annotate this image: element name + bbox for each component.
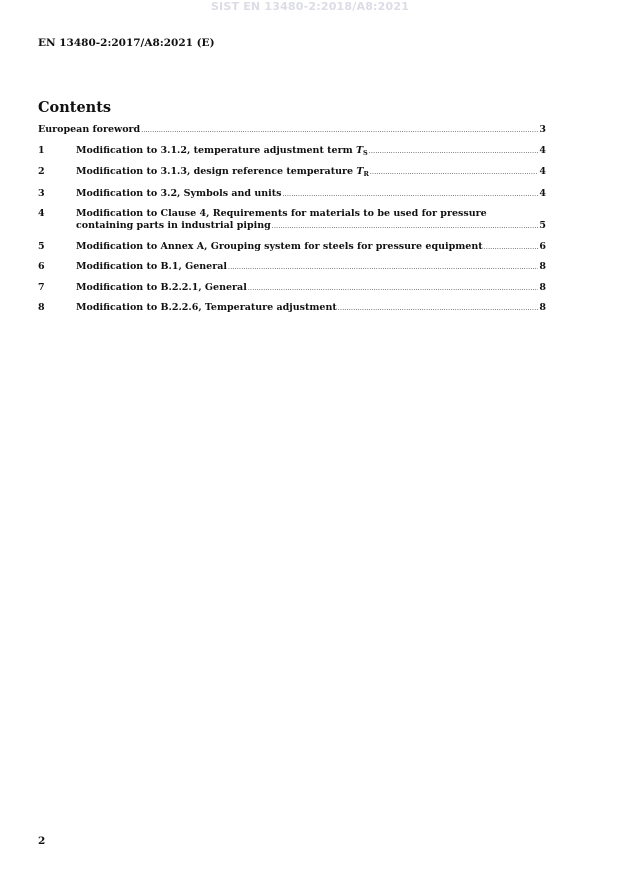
toc-entry-text: Modification to Annex A, Grouping system for steels for pressure equipment [76, 240, 483, 252]
toc-entry-7[interactable] [38, 282, 546, 295]
toc-entry-number: 8 [38, 302, 45, 313]
toc-entry-text: Modification to 3.1.2, temperature adjustment term $T_S$ [76, 144, 368, 157]
dot-leader [272, 221, 539, 233]
toc-entry-2[interactable] [38, 166, 546, 180]
toc-entry-number: 1 [38, 144, 45, 156]
toc-page-number: 8 [539, 261, 546, 272]
toc-entry-3[interactable] [38, 188, 546, 201]
toc-page-number: 4 [539, 187, 546, 199]
toc-entry-foreword[interactable] [38, 124, 546, 137]
toc-entry-4[interactable] [38, 208, 546, 233]
toc-page-number: 4 [539, 144, 546, 156]
toc-page-number: 6 [539, 240, 546, 252]
toc-entry-5[interactable] [38, 241, 546, 254]
toc-entry-8[interactable] [38, 302, 546, 315]
toc-page-number: 4 [539, 166, 546, 177]
toc-entry-number: 4 [38, 208, 45, 219]
toc-entry-text: Modification to B.2.2.1, General [76, 281, 247, 293]
toc-entry-text: European foreword [38, 124, 141, 135]
watermark: SIST EN 13480-2:2018/A8:2021 [210, 0, 410, 13]
dot-leader [338, 303, 539, 315]
document-identifier: EN 13480-2:2017/A8:2021 (E) [38, 37, 215, 49]
toc-page-number: 8 [539, 281, 546, 293]
dot-leader [248, 283, 539, 295]
toc-entry-text: containing parts in industrial piping [76, 220, 271, 231]
page-number: 2 [38, 835, 46, 847]
symbol-t-r: $T_R$ [356, 166, 369, 178]
toc-entry-text: Modification to B.1, General [76, 261, 227, 272]
toc-entry-number: 5 [38, 240, 45, 252]
toc-entry-text-line1: Modification to Clause 4, Requirements for materials to be used for pressure [76, 208, 487, 219]
toc-page-number: 3 [539, 124, 546, 135]
toc-page-number: 8 [539, 302, 546, 313]
dot-leader [228, 262, 538, 274]
toc-entry-text: Modification to B.2.2.6, Temperature adjustment [76, 302, 337, 313]
dot-leader [283, 189, 539, 201]
dot-leader [370, 167, 539, 179]
toc-entry-number: 2 [38, 166, 45, 177]
toc-entry-1[interactable] [38, 145, 546, 159]
toc-entry-text: Modification to 3.1.3, design reference temperature $T_R$ [76, 166, 369, 178]
dot-leader [484, 242, 539, 254]
dot-leader [141, 125, 538, 137]
toc-entry-number: 3 [38, 187, 45, 199]
contents-heading: Contents [38, 99, 112, 116]
toc-entry-number: 7 [38, 281, 45, 293]
toc-entry-number: 6 [38, 261, 45, 272]
toc-entry-text: Modification to 3.2, Symbols and units [76, 187, 282, 199]
symbol-t-s: $T_S$ [355, 144, 368, 157]
toc-page-number: 5 [539, 220, 546, 231]
dot-leader [369, 146, 539, 158]
table-of-contents [38, 124, 546, 323]
toc-entry-6[interactable] [38, 261, 546, 274]
